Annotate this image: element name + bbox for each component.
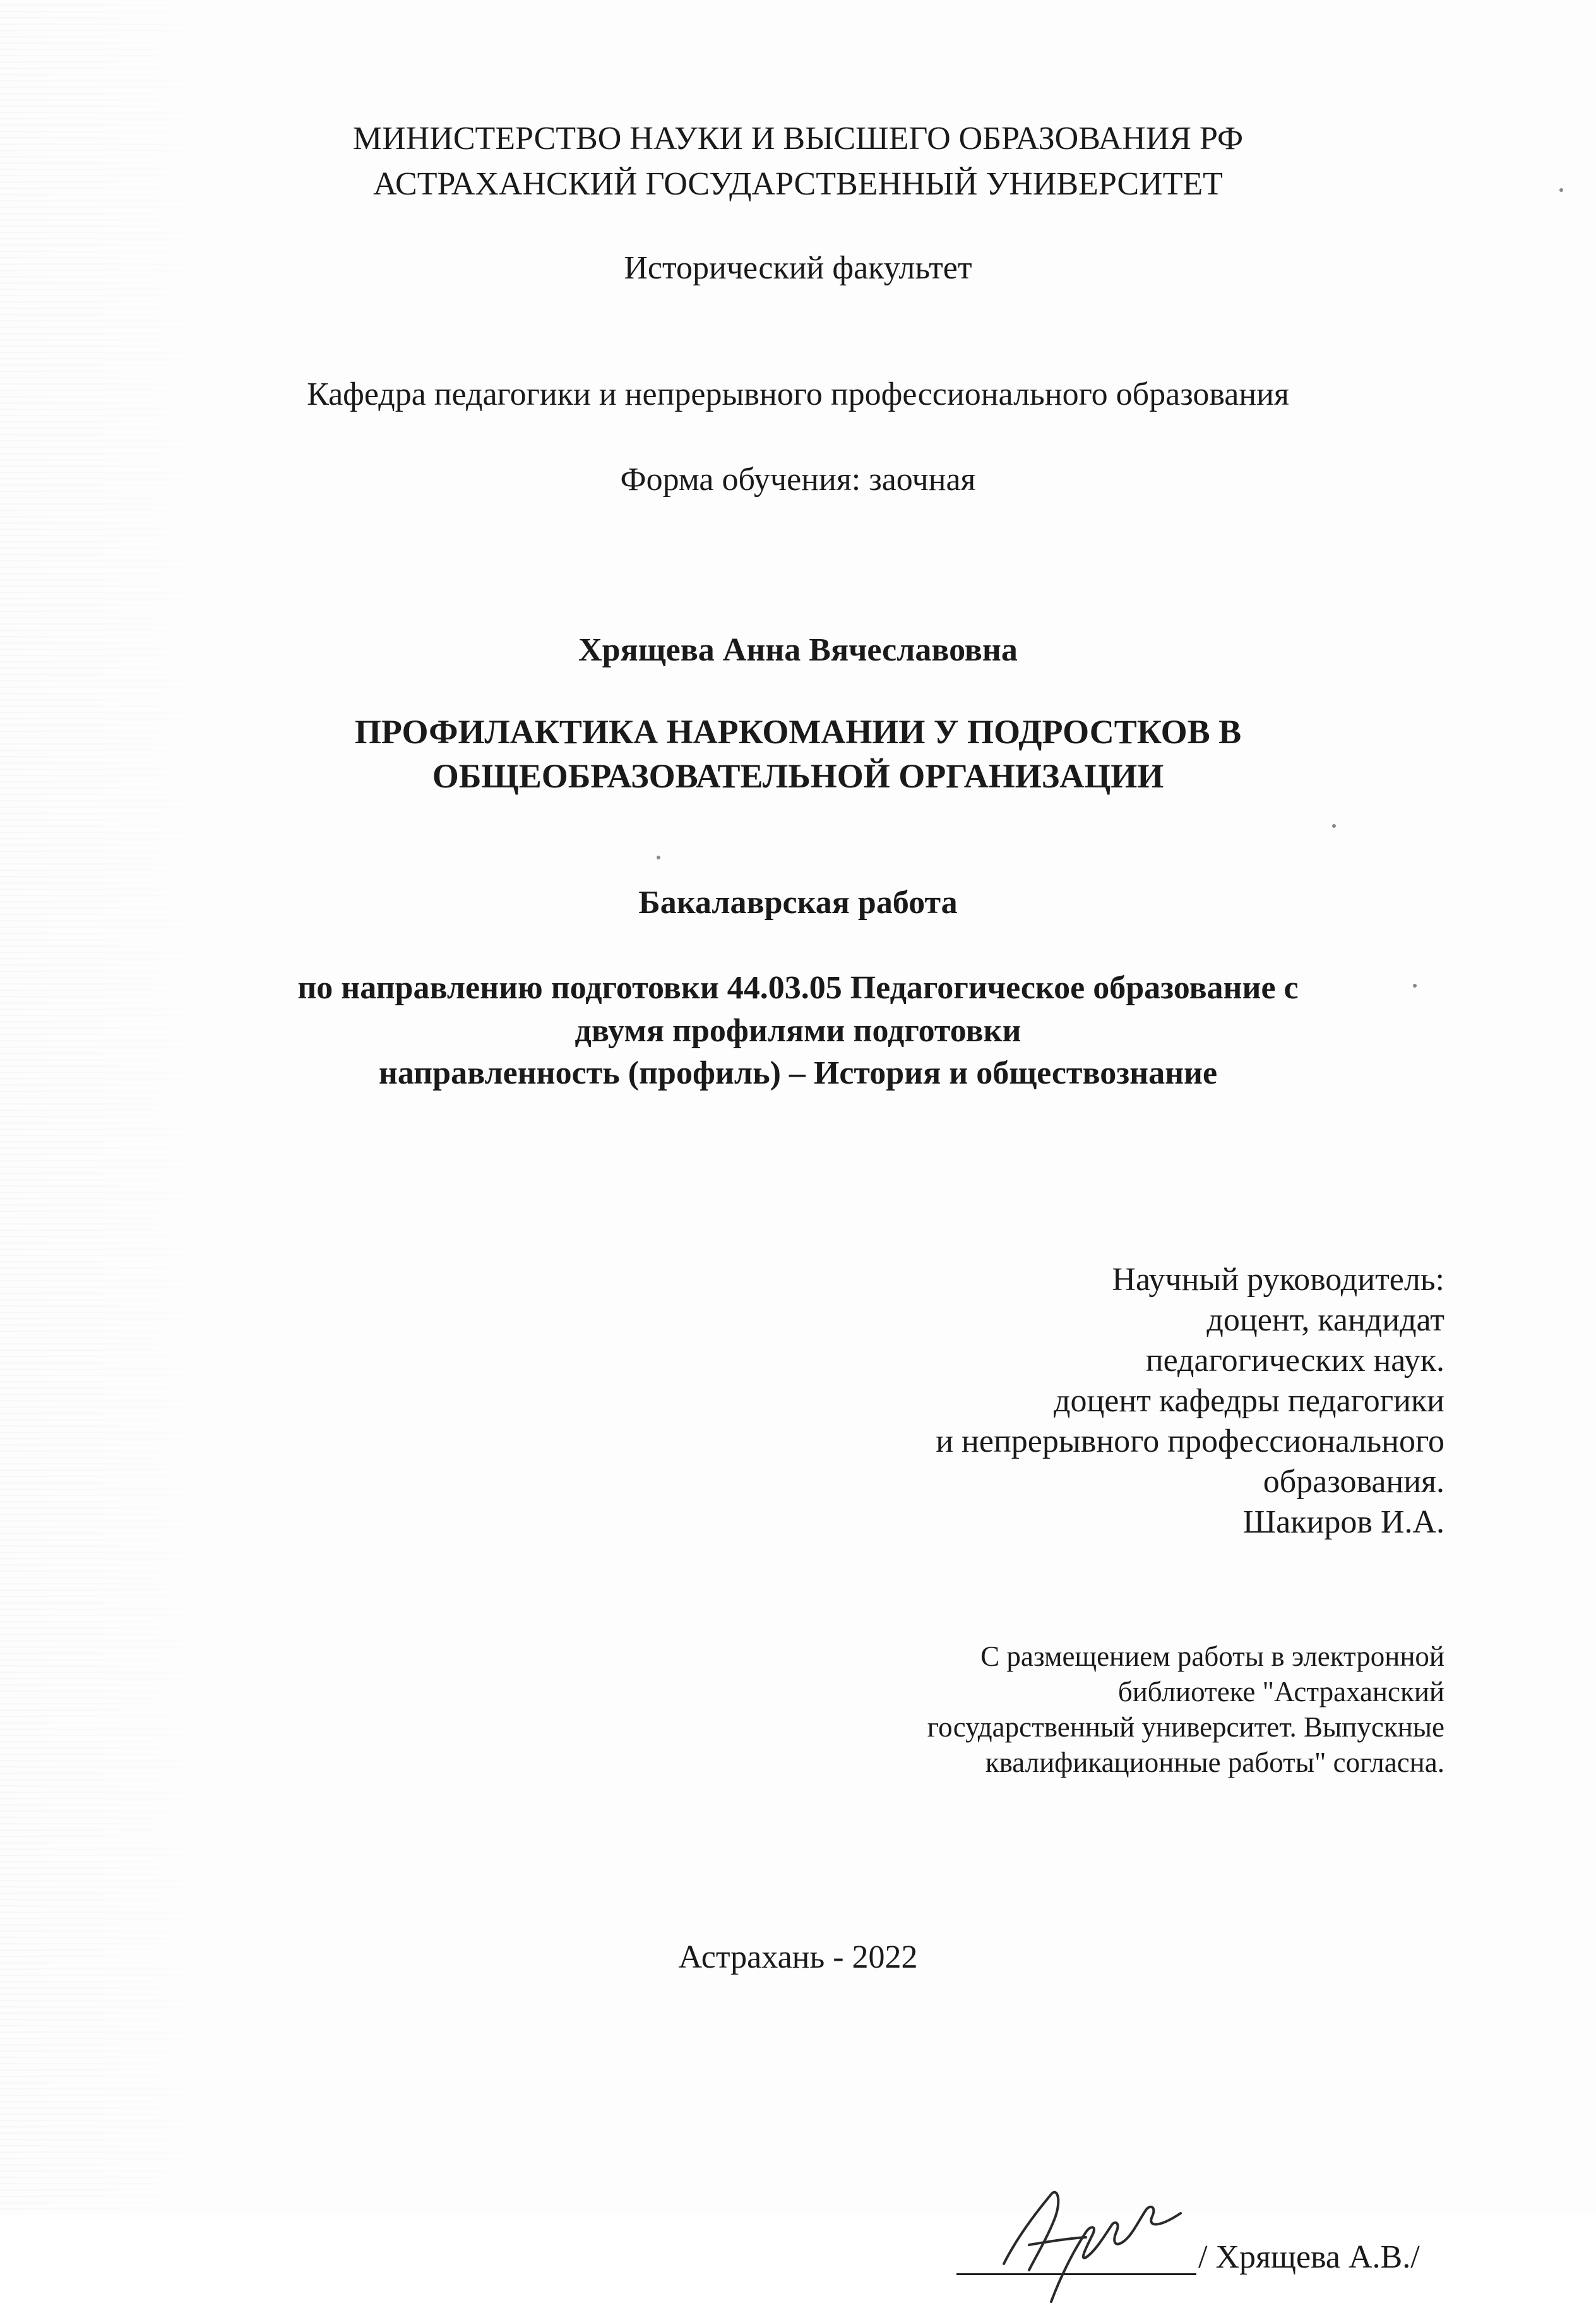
- department-heading: Кафедра педагогики и непрерывного профессионального образования: [307, 376, 1289, 412]
- study-form: Форма обучения: заочная: [620, 462, 976, 498]
- supervisor-line: Шакиров И.А.: [1242, 1504, 1444, 1540]
- city-year: Астрахань - 2022: [678, 1939, 918, 1975]
- consent-block: [927, 1639, 1444, 1780]
- supervisor-line: педагогических наук.: [1145, 1342, 1444, 1378]
- direction-line-3: направленность (профиль) – История и обществознание: [378, 1055, 1218, 1091]
- thesis-title-line-2: ОБЩЕОБРАЗОВАТЕЛЬНОЙ ОРГАНИЗАЦИИ: [432, 757, 1164, 795]
- supervisor-line: образования.: [1263, 1464, 1444, 1500]
- supervisor-line: Научный руководитель:: [1112, 1262, 1444, 1298]
- signature-name: / Хрящева А.В./: [1198, 2239, 1420, 2275]
- faculty-heading: Исторический факультет: [624, 250, 972, 286]
- consent-line: государственный университет. Выпускные: [927, 1711, 1444, 1743]
- direction-line-1: по направлению подготовки 44.03.05 Педагогическое образование с: [297, 970, 1299, 1006]
- consent-line: С размещением работы в электронной: [980, 1641, 1444, 1672]
- scan-speck: [657, 856, 660, 859]
- consent-line: квалификационные работы" согласна.: [985, 1747, 1444, 1778]
- direction-line-2: двумя профилями подготовки: [575, 1013, 1021, 1049]
- supervisor-line: и непрерывного профессионального: [936, 1423, 1444, 1459]
- university-heading: АСТРАХАНСКИЙ ГОСУДАРСТВЕННЫЙ УНИВЕРСИТЕТ: [373, 166, 1223, 202]
- supervisor-line: доцент, кандидат: [1206, 1302, 1444, 1338]
- work-type: Бакалаврская работа: [638, 885, 958, 921]
- scan-streaks: [0, 0, 240, 2215]
- supervisor-block: [936, 1260, 1444, 1543]
- scan-speck: [1413, 984, 1417, 988]
- author-name: Хрящева Анна Вячеславовна: [578, 632, 1018, 668]
- consent-line: библиотеке "Астраханский: [1117, 1676, 1444, 1707]
- scan-speck: [1559, 188, 1563, 192]
- supervisor-line: доцент кафедры педагогики: [1054, 1383, 1444, 1419]
- scan-speck: [1332, 824, 1336, 828]
- ministry-heading: МИНИСТЕРСТВО НАУКИ И ВЫСШЕГО ОБРАЗОВАНИЯ РФ: [352, 121, 1244, 157]
- handwritten-signature: [991, 2175, 1187, 2308]
- thesis-title-line-1: ПРОФИЛАКТИКА НАРКОМАНИИ У ПОДРОСТКОВ В: [354, 713, 1242, 751]
